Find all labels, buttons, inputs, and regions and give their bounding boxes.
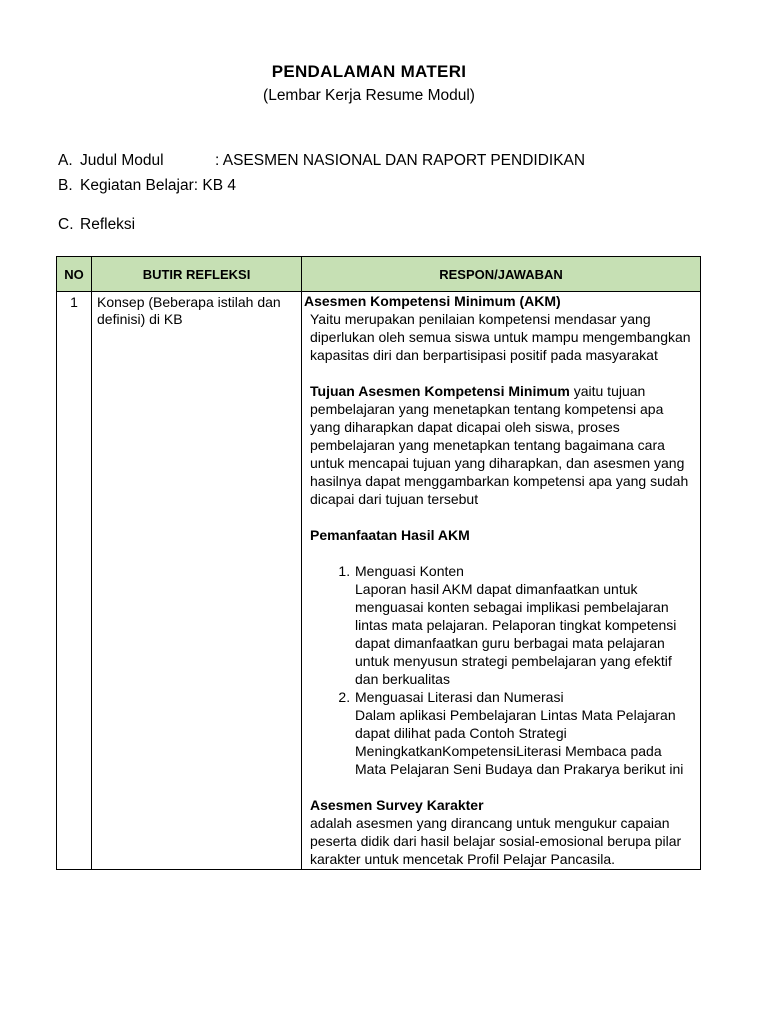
table-header-row bbox=[57, 257, 701, 292]
tujuan-heading: Tujuan Asesmen Kompetensi Minimum bbox=[310, 383, 570, 399]
list-item-text: Laporan hasil AKM dapat dimanfaatkan untuk menguasai konten sebagai implikasi pembelajaran lintas mata pelajaran. Pelaporan tingkat kompetensi dapat dimanfaatkan guru berbagai mata pelajaran untuk menyusun strategi pembelajaran yang efektif dan berkualitas bbox=[355, 581, 677, 687]
row-letter-c: C. bbox=[58, 216, 74, 233]
header-no: NO bbox=[57, 257, 92, 292]
learning-activity-value: : KB 4 bbox=[193, 177, 236, 194]
tujuan-section bbox=[304, 382, 694, 508]
module-title-value: : ASESMEN NASIONAL DAN RAPORT PENDIDIKAN bbox=[215, 152, 586, 169]
module-title-label: Judul Modul bbox=[80, 152, 164, 169]
survey-text: adalah asesmen yang dirancang untuk mengukur capaian peserta didik dari hasil belajar sosial-emosional berupa pilar karakter untuk mencetak Profil Pelajar Pancasila. bbox=[310, 815, 682, 867]
row-letter-b: B. bbox=[58, 177, 73, 194]
akm-heading: Asesmen Kompetensi Minimum (AKM) bbox=[304, 293, 561, 309]
list-item-title: Menguasai Literasi dan Numerasi bbox=[355, 689, 564, 705]
learning-activity-label: Kegiatan Belajar bbox=[80, 177, 194, 194]
pemanfaatan-list bbox=[304, 562, 694, 778]
response-cell bbox=[302, 292, 701, 870]
survey-heading: Asesmen Survey Karakter bbox=[310, 797, 484, 813]
akm-text: Yaitu merupakan penilaian kompetensi mendasar yang diperlukan oleh semua siswa untuk mampu mengembangkan kapasitas diri dan berpartisipasi positif pada masyarakat bbox=[310, 311, 691, 363]
survey-section bbox=[304, 796, 694, 814]
list-item bbox=[354, 688, 694, 778]
tujuan-text: yaitu tujuan pembelajaran yang menetapkan tentang kompetensi apa yang diharapkan dapat dicapai oleh siswa, proses pembelajaran yang menetapkan tentang bagaimana cara untuk mencapai tujuan yang diharapkan, dan asesmen yang hasilnya dapat menggambarkan kompetensi apa yang sudah dicapai dari tujuan tersebut bbox=[310, 383, 689, 507]
pemanfaatan-heading: Pemanfaatan Hasil AKM bbox=[310, 527, 470, 543]
reflection-table bbox=[56, 256, 701, 870]
reflection-item: Konsep (Beberapa istilah dan definisi) di KB bbox=[92, 292, 302, 870]
reflection-row bbox=[58, 216, 135, 234]
row-letter-a: A. bbox=[58, 152, 73, 169]
akm-section bbox=[304, 292, 694, 310]
list-item bbox=[354, 562, 694, 688]
reflection-label: Refleksi bbox=[80, 216, 136, 233]
header-butir: BUTIR REFLEKSI bbox=[92, 257, 302, 292]
list-item-title: Menguasi Konten bbox=[355, 563, 464, 579]
table-row bbox=[57, 292, 701, 870]
header-respon: RESPON/JAWABAN bbox=[302, 257, 701, 292]
learning-activity-row bbox=[58, 177, 236, 195]
pemanfaatan-section bbox=[304, 526, 694, 544]
module-title-row bbox=[58, 152, 585, 170]
row-number: 1 bbox=[57, 292, 92, 870]
page-subtitle: (Lembar Kerja Resume Modul) bbox=[263, 87, 475, 104]
page-title: PENDALAMAN MATERI bbox=[271, 62, 467, 81]
list-item-text: Dalam aplikasi Pembelajaran Lintas Mata Pelajaran dapat dilihat pada Contoh Strategi MeningkatkanKompetensiLiterasi Membaca pada Mata Pelajaran Seni Budaya dan Prakarya berikut ini bbox=[355, 707, 684, 777]
